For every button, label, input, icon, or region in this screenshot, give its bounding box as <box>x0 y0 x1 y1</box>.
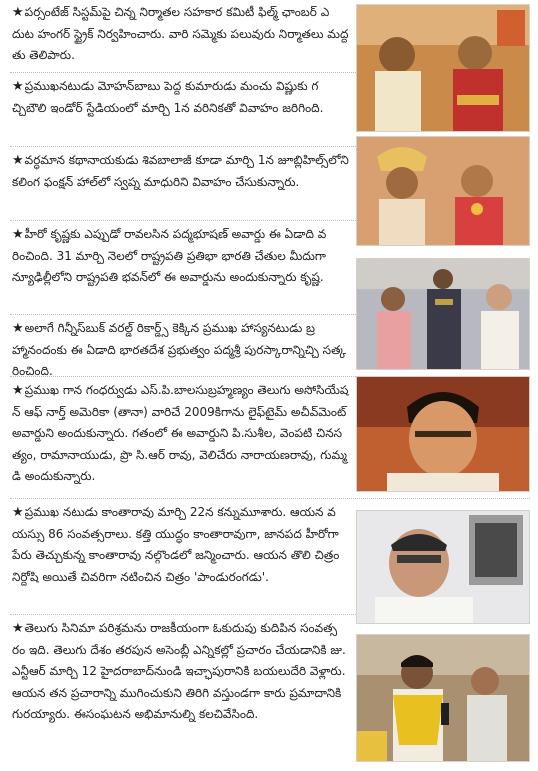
star-icon: ★ <box>12 227 24 242</box>
ntr-campaign-photo <box>356 634 530 762</box>
news-text: ప్రముఖ నటుడు కాంతారావు మార్చి 22న కన్నుమూశారు. ఆయన వయస్సు 86 సంవత్సరాలు. కత్తి యుద్ధం కాంతారావుగా, జానపద హీరోగా పేరు తెచ్చుకున్న కాంతారావు నల్గొండలో జన్మించారు. ఆయన తొలి చిత్రం నిర్దోషి అయితే చివరిగా నటించిన చిత్రం 'పాండురంగడు'. <box>12 505 340 584</box>
star-icon: ★ <box>12 505 24 520</box>
news-item-spb-tana <box>12 380 350 488</box>
news-item-krishna-padmabhushan <box>12 224 350 289</box>
star-icon: ★ <box>12 321 24 336</box>
news-text: ప్రముఖనటుడు మోహన్‌బాబు పెద్ద కుమారుడు మంచు విష్ణుకు గచ్చిబౌలి ఇండోర్ స్టేడియంలో మార్చి 1న వరినికతో వివాహం జరిగింది. <box>12 79 324 115</box>
divider <box>10 498 530 499</box>
vishnu-wedding-photo <box>356 4 530 132</box>
spb-photo <box>356 376 530 492</box>
star-icon: ★ <box>12 5 24 20</box>
news-text: హీరో కృష్ణకు ఎప్పుడో రావలసిన పద్మభూషణ్ అవార్డు ఈ ఏడాది వరించింది. 31 మార్చి నెలలో రాష్ట్రపతి ప్రతిభా భారతి చేతుల మీదుగా న్యూఢిల్లీలోని రాష్ట్రపతి భవన్‌లో ఈ అవార్డును అందుకున్నారు కృష్ణ. <box>12 227 327 284</box>
krishna-award-photo <box>356 258 530 370</box>
news-item-sivabalaji-wedding <box>12 150 350 193</box>
sivabalaji-wedding-photo <box>356 136 530 246</box>
news-item-brahmanandam-padmasri <box>12 318 350 383</box>
news-text: పర్సంటేజ్ సిస్టమ్‌పై చిన్న నిర్మాతల సహకార కమిటీ ఫిల్మ్ ఛాంబర్ ఎదుట హంగర్ స్ట్రైక్ నిర్వహించారు. వారి సమ్మెకు పలువురు నిర్మాతలు మద్దతు తెలిపారు. <box>12 5 349 62</box>
news-text: వర్ధమాన కథానాయకుడు శివబాలాజీ కూడా మార్చి 1న జూబ్లిహిల్స్‌లోని కలింగ ఫంక్షన్ హాల్‌లో స్వప్న మాధురిని వివాహం చేసుకున్నారు. <box>12 153 349 189</box>
news-text: ప్రముఖ గాన గంధర్వుడు ఎస్.పి.బాలసుబ్రహ్మణ్యం తెలుగు అసోసియేషన్ ఆఫ్ నార్త్ అమెరికా (తానా) వారిచే 2009కిగాను లైఫ్‌టైమ్ అచీవ్‌మెంట్ అవార్డుని అందుకున్నారు. గతంలో ఈ అవార్డుని పి.సుశీల, వెంపటి చినసత్యం, రామానాయుడు, ప్రొ సి.ఆర్ రావు, వెలిచేరు నారాయణరావు, గుమ్మడి అందుకున్నారు. <box>12 383 349 483</box>
news-text: తెలుగు సినిమా పరిశ్రమను రాజకీయంగా ఓకుదుపు కుదిపిన సంవత్సరం ఇది. తెలుగు దేశం తరపున అసెంబ్లీ ఎన్నికల్లో ప్రచారం చేయడానికి జు.ఎన్టీఆర్ మార్చి 12 హైదరాబాద్‌నుండి ఇచ్ఛాపురానికి బయలుదేరి వెళ్లారు. ఆయన తన ప్రచారాన్ని ముగించుకుని తిరిగి వస్తుండగా కారు ప్రమాదానికి గురయ్యారు. ఈసంఘటన అభిమానుల్ని కలచివేసింది. <box>12 621 346 721</box>
star-icon: ★ <box>12 79 24 94</box>
star-icon: ★ <box>12 621 24 636</box>
news-item-vishnu-wedding <box>12 76 350 119</box>
star-icon: ★ <box>12 383 24 398</box>
news-item-kantharao-death <box>12 502 350 588</box>
news-item-ntr-accident <box>12 618 350 726</box>
news-item-producers-strike <box>12 2 350 67</box>
news-text: అలాగే గిన్నీస్‌బుక్ వరల్డ్ రికార్డ్స్ కెక్కిన ప్రముఖ హాస్యనటుడు బ్రహ్మానందంకు ఈ ఏడాది భారతదేశ ప్రభుత్వం పద్మశ్రీ పురస్కారాన్నిచ్చి సత్కరించింది. <box>12 321 347 378</box>
kantharao-photo <box>356 510 530 624</box>
star-icon: ★ <box>12 153 24 168</box>
